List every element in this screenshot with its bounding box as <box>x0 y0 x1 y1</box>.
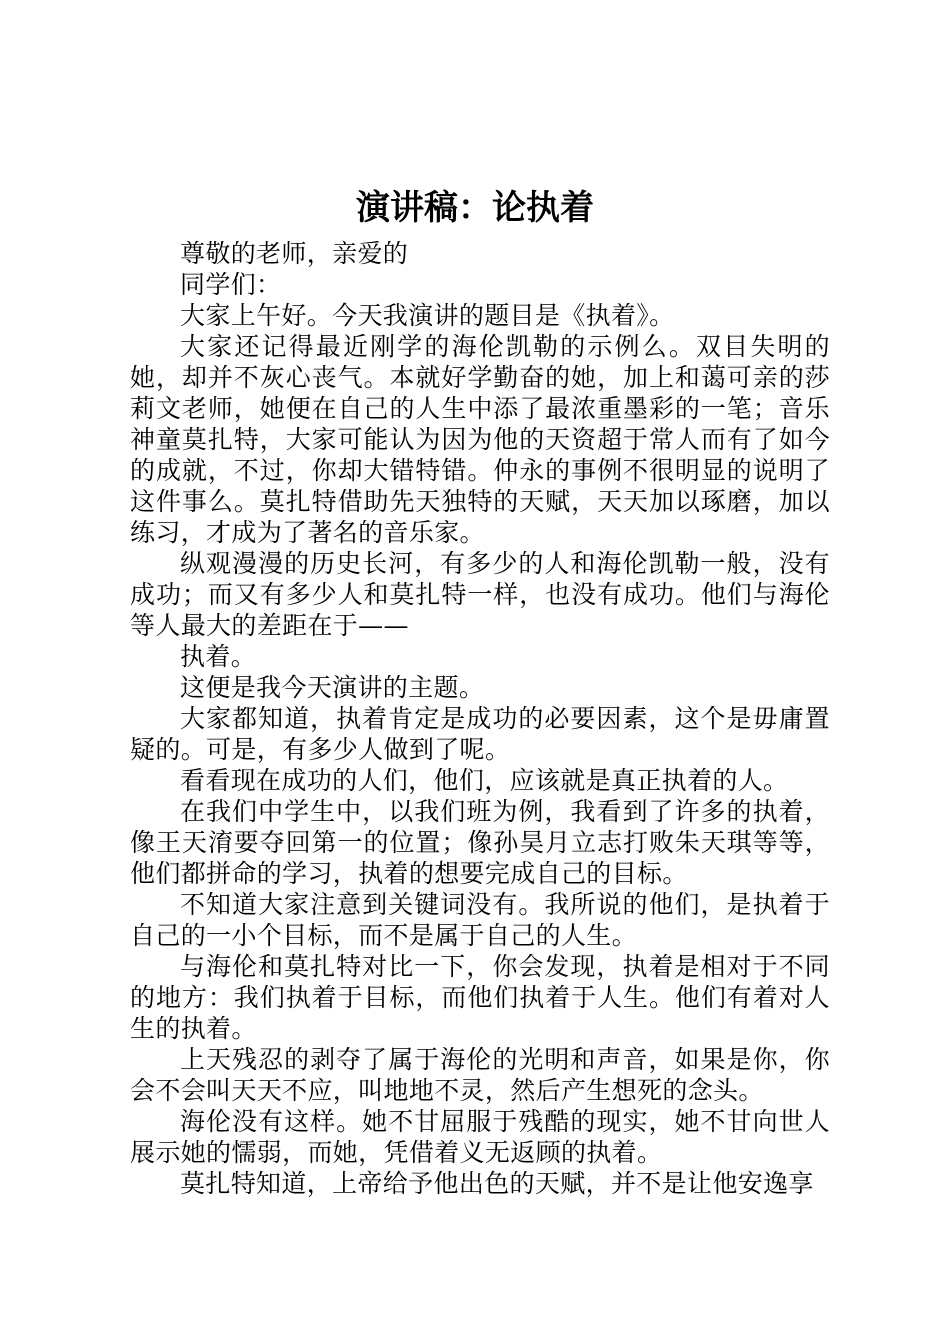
paragraph: 海伦没有这样。她不甘屈服于残酷的现实，她不甘向世人展示她的懦弱，而她，凭借着义无返顾的执着。 <box>130 1107 830 1167</box>
document-title: 演讲稿：论执着 <box>356 188 594 228</box>
paragraph: 不知道大家注意到关键词没有。我所说的他们，是执着于自己的一小个目标，而不是属于自己的人生。 <box>130 890 830 950</box>
paragraph: 在我们中学生中，以我们班为例，我看到了许多的执着，像王天淯要夺回第一的位置；像孙昊月立志打败朱天琪等等，他们都拼命的学习，执着的想要完成自己的目标。 <box>130 797 830 888</box>
paragraph: 这便是我今天演讲的主题。 <box>180 673 485 702</box>
paragraph: 大家上午好。今天我演讲的题目是《执着》。 <box>180 301 675 330</box>
paragraph: 看看现在成功的人们，他们，应该就是真正执着的人。 <box>180 766 789 795</box>
paragraph: 同学们： <box>180 270 282 299</box>
paragraph: 尊敬的老师，亲爱的 <box>180 239 409 268</box>
paragraph: 上天残忍的剥夺了属于海伦的光明和声音，如果是你，你会不会叫天天不应，叫地地不灵，然后产生想死的念头。 <box>130 1045 830 1105</box>
document-body <box>130 238 830 1199</box>
paragraph: 执着。 <box>180 642 257 671</box>
paragraph: 莫扎特知道，上帝给予他出色的天赋，并不是让他安逸享 <box>180 1169 814 1198</box>
paragraph: 大家都知道，执着肯定是成功的必要因素，这个是毋庸置疑的。可是，有多少人做到了呢。 <box>130 704 830 764</box>
paragraph: 与海伦和莫扎特对比一下，你会发现，执着是相对于不同的地方：我们执着于目标，而他们执着于人生。他们有着对人生的执着。 <box>130 952 830 1043</box>
paragraph: 大家还记得最近刚学的海伦凯勒的示例么。双目失明的她，却并不灰心丧气。本就好学勤奋的她，加上和蔼可亲的莎莉文老师，她便在自己的人生中添了最浓重墨彩的一笔；音乐神童莫扎特，大家可能认为因为他的天资超于常人而有了如今的成就，不过，你却大错特错。仲永的事例不很明显的说明了这件事么。莫扎特借助先天独特的天赋，天天加以琢磨，加以练习，才成为了著名的音乐家。 <box>130 332 830 547</box>
paragraph: 纵观漫漫的历史长河，有多少的人和海伦凯勒一般，没有成功；而又有多少人和莫扎特一样，也没有成功。他们与海伦等人最大的差距在于—— <box>130 549 830 640</box>
